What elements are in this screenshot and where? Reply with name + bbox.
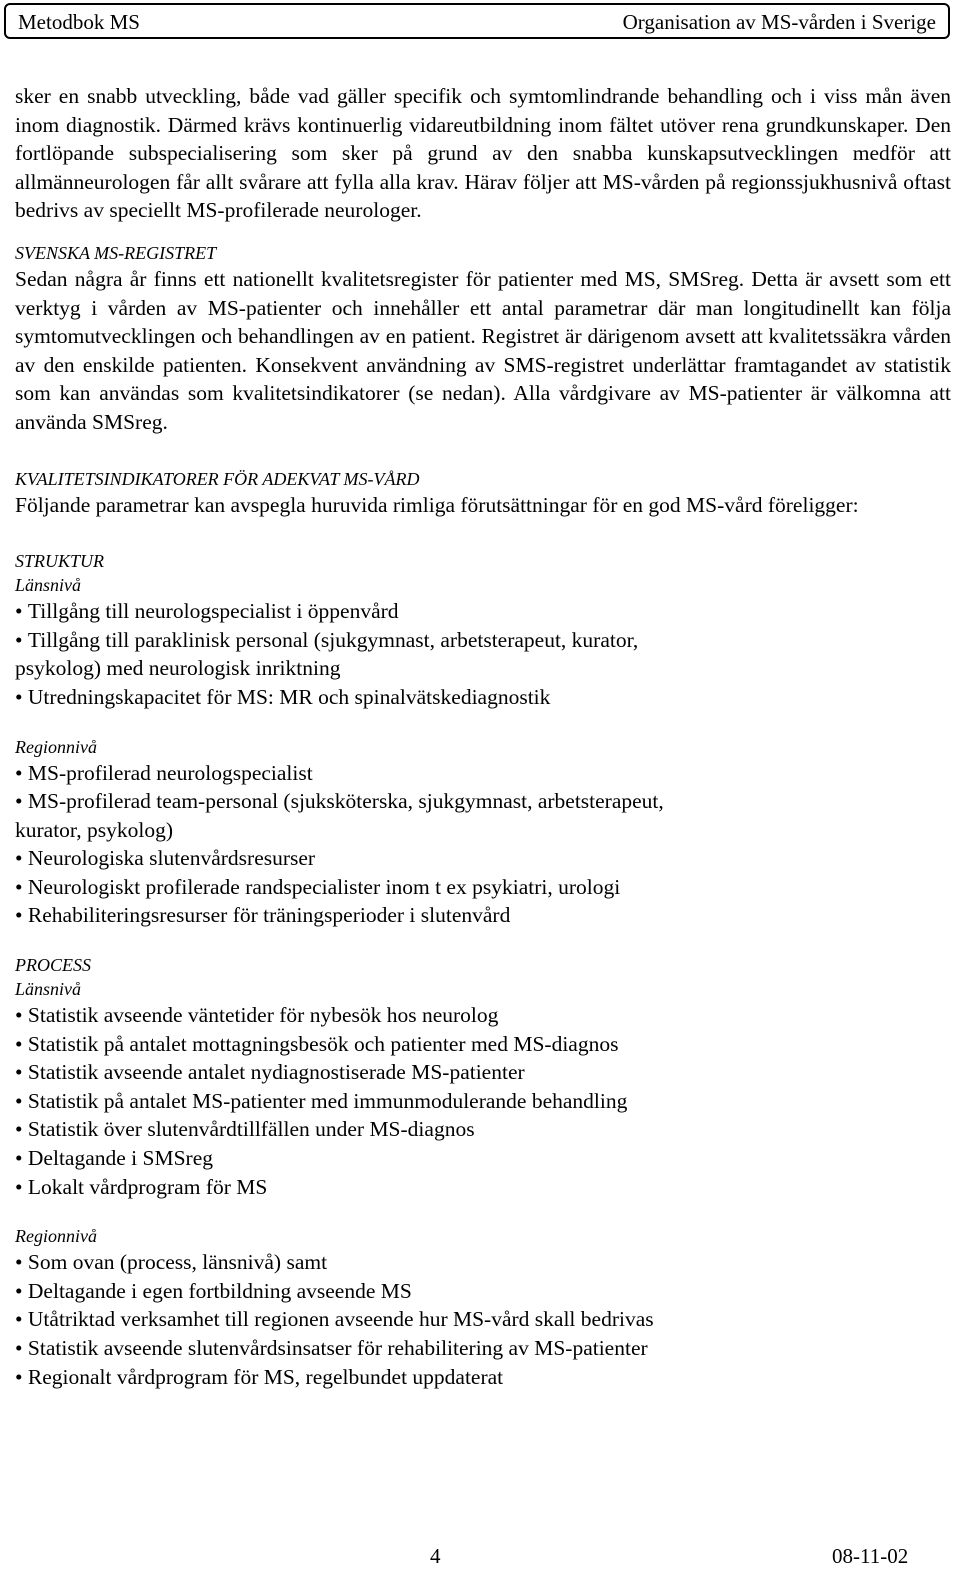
registry-heading: SVENSKA MS-REGISTRET	[15, 242, 217, 263]
list-item: • Lokalt vårdprogram för MS	[15, 1173, 951, 1202]
list-item: • Neurologiskt profilerade randspecialister inom t ex psykiatri, urologi	[15, 873, 951, 902]
list-item-continuation: psykolog) med neurologisk inriktning	[15, 656, 341, 681]
registry-paragraph: Sedan några år finns ett nationellt kvalitetsregister för patienter med MS, SMSreg. Detta är avsett som ett verktyg i vården av MS-patienter och innehåller ett antal parametrar där man longitudinellt kan följa symtomutvecklingen och behandlingen av en patient. Registret är därigenom avsett att kvalitetssäkra vården av den enskilde patienten. Konsekvent användning av SMS-registret underlättar framtagandet av statistik som kan användas som kvalitetsindikatorer (se nedan). Alla vårdgivare av MS-patienter är välkomna att använda SMSreg.	[15, 266, 951, 434]
list-item: • MS-profilerad neurologspecialist	[15, 759, 951, 788]
list-item: • Utåtriktad verksamhet till regionen avseende hur MS-vård skall bedrivas	[15, 1305, 951, 1334]
structure-region-list	[15, 759, 951, 931]
list-item: • Tillgång till paraklinisk personal (sjukgymnast, arbetsterapeut, kurator,	[15, 626, 951, 655]
list-item: • Neurologiska slutenvårdsresurser	[15, 844, 951, 873]
process-region-list	[15, 1248, 951, 1391]
list-item: • Statistik på antalet mottagningsbesök och patienter med MS-diagnos	[15, 1030, 951, 1059]
header-section-title: Organisation av MS-vården i Sverige	[622, 10, 936, 34]
process-county-label: Länsnivå	[15, 979, 82, 1000]
list-item: • Statistik på antalet MS-patienter med immunmodulerande behandling	[15, 1087, 951, 1116]
list-item-continuation: kurator, psykolog)	[15, 817, 173, 842]
header-doc-title: Metodbok MS	[18, 10, 140, 34]
process-heading: PROCESS	[15, 955, 91, 976]
process-region-label: Regionnivå	[15, 1226, 97, 1247]
list-item: • Statistik avseende antalet nydiagnostiserade MS-patienter	[15, 1058, 951, 1087]
process-county-list	[15, 1001, 951, 1201]
list-item: • Rehabiliteringsresurser för träningsperioder i slutenvård	[15, 901, 951, 930]
list-item: • Statistik avseende väntetider för nybesök hos neurolog	[15, 1001, 951, 1030]
list-item: • Statistik över slutenvårdtillfällen under MS-diagnos	[15, 1115, 951, 1144]
list-item: • Utredningskapacitet för MS: MR och spinalvätskediagnostik	[15, 683, 951, 712]
intro-paragraph: sker en snabb utveckling, både vad gäller specifik och symtomlindrande behandling och i viss mån även inom diagnostik. Därmed krävs kontinuerlig vidareutbildning inom fältet utöver rena grundkunskaper. Den fortlöpande subspecialisering som sker på grund av den snabba kunskapsutvecklingen medför att allmänneurologen får allt svårare att fylla alla krav. Härav följer att MS-vården på regionssjukhusnivå oftast bedrivs av speciellt MS-profilerade neurologer.	[15, 84, 951, 223]
structure-region-label: Regionnivå	[15, 736, 97, 757]
page-header	[4, 3, 950, 39]
page-date: 08-11-02	[832, 1544, 909, 1568]
indicators-paragraph: Följande parametrar kan avspegla huruvida rimliga förutsättningar för en god MS-vård föreligger:	[15, 492, 859, 517]
list-item: • Som ovan (process, länsnivå) samt	[15, 1248, 951, 1277]
structure-county-list	[15, 597, 951, 711]
indicators-heading: KVALITETSINDIKATORER FÖR ADEKVAT MS-VÅRD	[15, 468, 420, 489]
list-item: • MS-profilerad team-personal (sjuksköterska, sjukgymnast, arbetsterapeut,	[15, 787, 951, 816]
page-number: 4	[430, 1544, 441, 1568]
list-item: • Tillgång till neurologspecialist i öppenvård	[15, 597, 951, 626]
page-content	[15, 82, 951, 1391]
list-item: • Regionalt vårdprogram för MS, regelbundet uppdaterat	[15, 1363, 951, 1392]
structure-county-label: Länsnivå	[15, 575, 82, 596]
list-item: • Statistik avseende slutenvårdsinsatser för rehabilitering av MS-patienter	[15, 1334, 951, 1363]
list-item: • Deltagande i SMSreg	[15, 1144, 951, 1173]
list-item: • Deltagande i egen fortbildning avseende MS	[15, 1277, 951, 1306]
structure-heading: STRUKTUR	[15, 551, 105, 572]
